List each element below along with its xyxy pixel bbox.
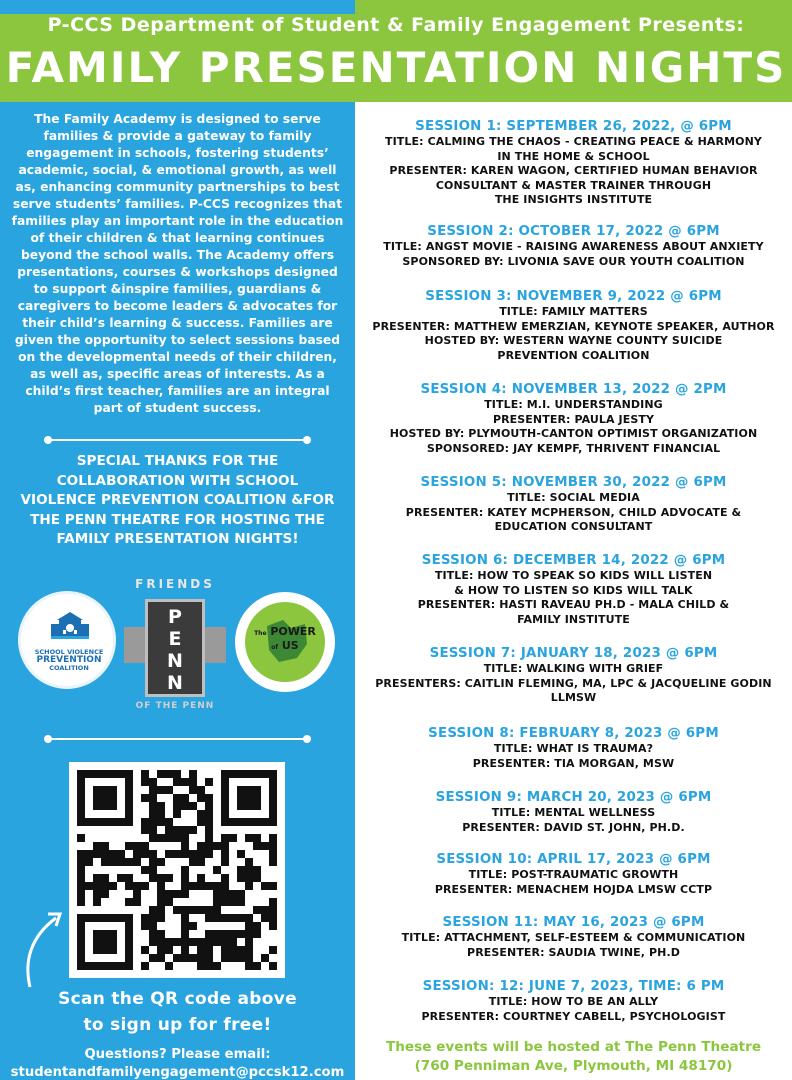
divider-bottom — [48, 738, 307, 740]
session-heading: SESSION 2: OCTOBER 17, 2022 @ 6PM — [427, 224, 720, 239]
svp-line-1: SCHOOL VIOLENCE — [34, 648, 104, 656]
venue-info — [355, 1038, 792, 1076]
session-line: TITLE: HOW TO SPEAK SO KIDS WILL LISTEN — [434, 569, 713, 582]
left-panel — [0, 102, 355, 1080]
session-line: CONSULTANT & MASTER TRAINER THROUGH — [435, 178, 712, 192]
venue-line-2: (760 Penniman Ave, Plymouth, MI 48170) — [414, 1058, 733, 1074]
school-building-icon — [51, 610, 89, 640]
session-line: PRESENTER: TIA MORGAN, MSW — [472, 756, 675, 770]
header-blue-strip — [0, 0, 355, 14]
power-of-us-text — [247, 626, 323, 654]
session-heading: SESSION 9: MARCH 20, 2023 @ 6PM — [435, 790, 712, 805]
session-9 — [355, 789, 792, 835]
session-heading: SESSION 1: SEPTEMBER 26, 2022, @ 6PM — [415, 119, 732, 134]
session-line: PRESENTER: DAVID ST. JOHN, PH.D. — [462, 820, 685, 834]
session-line: PRESENTER: MATTHEW EMERZIAN, KEYNOTE SPEAKER, AUTHOR — [372, 319, 775, 333]
power-of-us-logo — [232, 589, 338, 695]
power-main-text: POWER — [270, 625, 316, 638]
session-5 — [355, 474, 792, 535]
session-12 — [355, 978, 792, 1024]
session-6 — [355, 552, 792, 627]
session-line: TITLE: ANGST MOVIE - RAISING AWARENESS ABOUT ANXIETY — [383, 240, 764, 253]
scan-line-2: to sign up for free! — [83, 1015, 272, 1035]
session-line: EDUCATION CONSULTANT — [494, 520, 653, 534]
session-heading: SESSION 5: NOVEMBER 30, 2022 @ 6PM — [420, 475, 727, 490]
session-heading: SESSION 11: MAY 16, 2023 @ 6PM — [442, 915, 705, 930]
session-line: TITLE: ATTACHMENT, SELF-ESTEEM & COMMUNICATION — [401, 931, 746, 944]
session-line: PRESENTER: HASTI RAVEAU PH.D - MALA CHILD & — [417, 598, 730, 612]
sessions-list — [355, 102, 792, 1080]
session-line: PRESENTER: KAREN WAGON, CERTIFIED HUMAN BEHAVIOR — [389, 164, 758, 178]
svp-logo-text — [25, 648, 113, 672]
page-title: FAMILY PRESENTATION NIGHTS — [5, 43, 787, 92]
session-line: PRESENTERS: CAITLIN FLEMING, MA, LPC & JACQUELINE GODIN — [375, 676, 772, 690]
session-line: TITLE: WHAT IS TRAUMA? — [493, 742, 654, 755]
session-line: HOSTED BY: PLYMOUTH-CANTON OPTIMIST ORGANIZATION — [389, 427, 758, 441]
session-line: TITLE: CALMING THE CHAOS - CREATING PEACE & HARMONY — [385, 135, 762, 148]
contact-info — [4, 1046, 351, 1080]
power-the-text: The — [254, 630, 267, 637]
session-line: IN THE HOME & SCHOOL — [497, 149, 650, 163]
intro-paragraph: The Family Academy is designed to serve families & provide a gateway to family engagement in schools, fostering students’ academic, social, & emotional growth, as well as, enhancing community partnerships to best serve students’ families. P-CCS recognizes that families play an important role in the education of their children & that learning continues beyond the school walls. The Academy offers presentations, courses & workshops designed to support &inspire families, guardians & caregivers to become leaders & advocates for their child’s learning & success. Families are given the opportunity to select sessions based on the developmental needs of their children, as well as, specific areas of interests. As a child’s first teacher, families are an integral part of student success. — [11, 112, 344, 415]
signup-qr-code[interactable] — [69, 762, 285, 978]
svp-line-3: COALITION — [49, 664, 89, 672]
session-line: HOSTED BY: WESTERN WAYNE COUNTY SUICIDE — [424, 334, 723, 348]
session-heading: SESSION 6: DECEMBER 14, 2022 @ 6PM — [421, 553, 726, 568]
session-line: LLMSW — [550, 691, 597, 705]
penn-wing-left — [124, 627, 146, 663]
session-1 — [355, 118, 792, 208]
scan-instructions — [8, 986, 347, 1038]
venue-line-1: These events will be hosted at The Penn Theatre — [385, 1039, 762, 1055]
of-the-penn-text: OF THE PENN — [135, 701, 215, 711]
session-heading: SESSION: 12: JUNE 7, 2023, TIME: 6 PM — [422, 979, 725, 994]
penn-marquee-sign — [145, 599, 205, 697]
curved-arrow-icon — [20, 902, 70, 992]
svp-coalition-logo — [18, 591, 116, 689]
session-line: & HOW TO LISTEN SO KIDS WILL TALK — [454, 583, 693, 597]
power-us-text: US — [281, 639, 299, 652]
thanks-paragraph: SPECIAL THANKS FOR THE COLLABORATION WITH SCHOOL VIOLENCE PREVENTION COALITION &FOR THE PENN THEATRE FOR HOSTING THE FAMILY PRESENTATION NIGHTS! — [20, 453, 335, 547]
contact-email[interactable]: studentandfamilyengagement@pccsk12.com — [10, 1065, 345, 1080]
session-line: TITLE: SOCIAL MEDIA — [507, 491, 640, 504]
session-2 — [355, 223, 792, 269]
session-line: PRESENTER: KATEY MCPHERSON, CHILD ADVOCATE & — [405, 505, 742, 519]
session-line: TITLE: FAMILY MATTERS — [499, 305, 648, 318]
session-heading: SESSION 10: APRIL 17, 2023 @ 6PM — [436, 852, 711, 867]
qr-code-icon — [77, 770, 277, 970]
session-line: PRESENTER: PAULA JESTY — [492, 412, 655, 426]
session-10 — [355, 851, 792, 897]
header-banner — [0, 0, 792, 102]
header-subtitle: P-CCS Department of Student & Family Engagement Presents: — [47, 14, 745, 36]
divider-top — [48, 439, 307, 441]
session-line: SPONSORED: JAY KEMPF, THRIVENT FINANCIAL — [426, 441, 721, 455]
partner-logos — [0, 577, 355, 727]
friends-text: FRIENDS — [135, 577, 215, 591]
session-line: THE INSIGHTS INSTITUTE — [494, 193, 653, 207]
scan-line-1: Scan the QR code above — [58, 989, 297, 1009]
session-line: PREVENTION COALITION — [497, 348, 650, 362]
session-line: TITLE: HOW TO BE AN ALLY — [488, 995, 659, 1008]
session-heading: SESSION 4: NOVEMBER 13, 2022 @ 2PM — [420, 382, 727, 397]
session-heading: SESSION 8: FEBRUARY 8, 2023 @ 6PM — [428, 726, 719, 741]
friends-of-the-penn-logo — [120, 577, 230, 717]
session-3 — [355, 288, 792, 363]
session-line: TITLE: POST-TRAUMATIC GROWTH — [468, 868, 679, 881]
session-line: PRESENTER: SAUDIA TWINE, PH.D — [467, 945, 680, 959]
session-heading: SESSION 7: JANUARY 18, 2023 @ 6PM — [429, 646, 718, 661]
session-line: TITLE: WALKING WITH GRIEF — [483, 662, 664, 675]
penn-wing-right — [204, 627, 226, 663]
session-line: PRESENTER: COURTNEY CABELL, PSYCHOLOGIST — [421, 1009, 726, 1023]
session-11 — [355, 914, 792, 960]
session-heading: SESSION 3: NOVEMBER 9, 2022 @ 6PM — [425, 289, 722, 304]
session-line: FAMILY INSTITUTE — [517, 612, 630, 626]
power-of-text: of — [271, 644, 279, 651]
session-line: SPONSORED BY: LIVONIA SAVE OUR YOUTH COALITION — [402, 254, 745, 268]
session-line: TITLE: MENTAL WELLNESS — [491, 806, 656, 819]
session-line: TITLE: M.I. UNDERSTANDING — [484, 398, 663, 411]
questions-label: Questions? Please email: — [84, 1047, 271, 1062]
session-7 — [355, 645, 792, 706]
penn-letters: P E N N — [167, 606, 183, 694]
svp-line-2: PREVENTION — [36, 655, 102, 665]
session-8 — [355, 725, 792, 771]
session-4 — [355, 381, 792, 456]
session-line: PRESENTER: MENACHEM HOJDA LMSW CCTP — [434, 882, 713, 896]
